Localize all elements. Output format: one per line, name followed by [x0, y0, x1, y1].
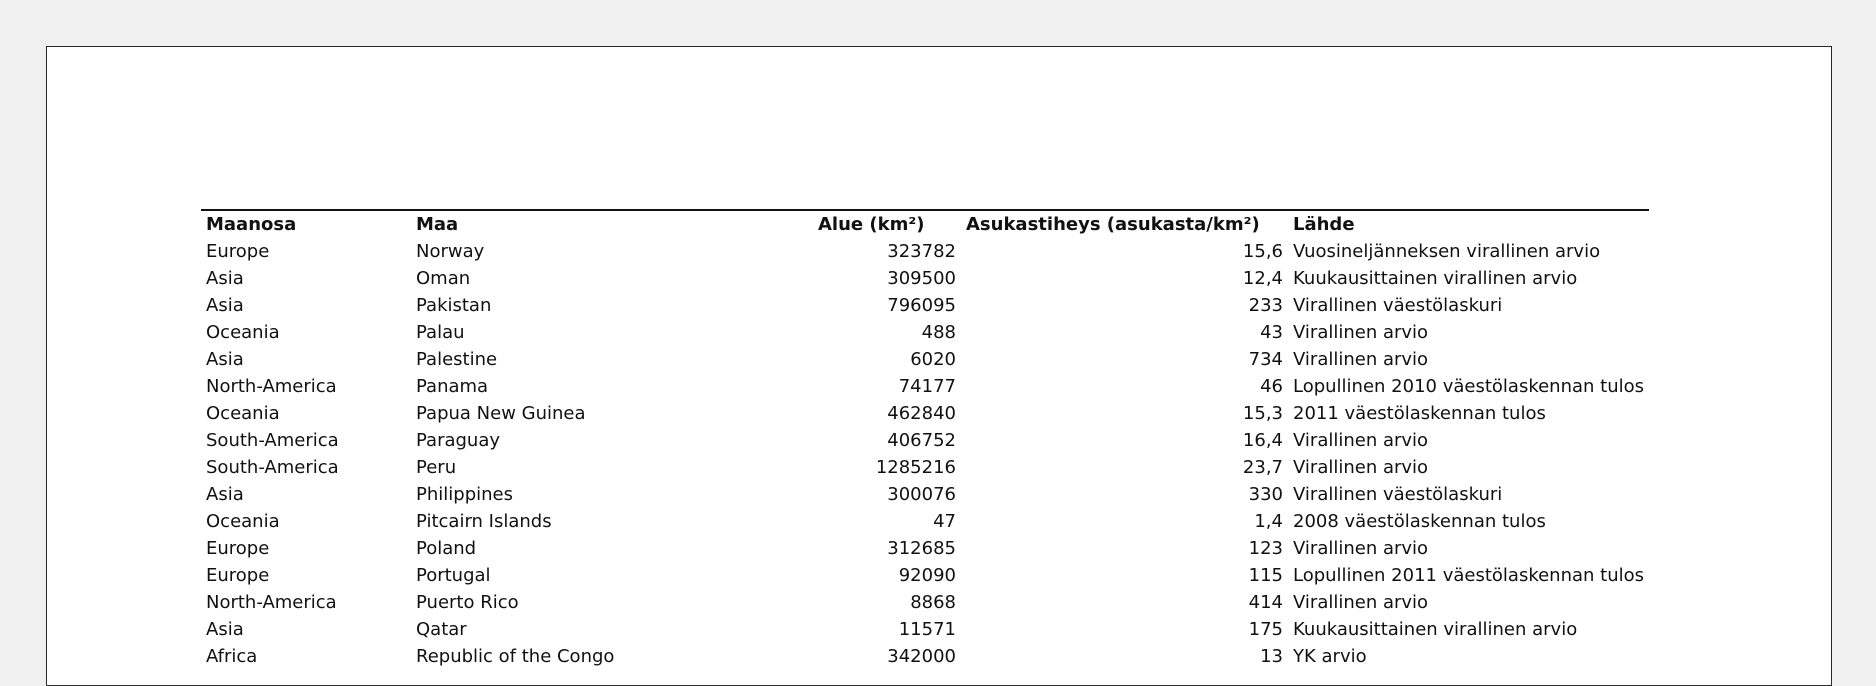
cell-country: Panama [416, 376, 489, 397]
cell-area: 47 [933, 511, 956, 532]
cell-continent: Oceania [206, 511, 280, 532]
table-row [201, 292, 1649, 319]
cell-density: 43 [1260, 322, 1283, 343]
cell-continent: Africa [206, 646, 258, 667]
table-row [201, 562, 1649, 589]
cell-density: 16,4 [1242, 430, 1283, 451]
cell-area: 74177 [898, 376, 956, 397]
cell-density: 15,6 [1242, 241, 1283, 262]
population-table [201, 209, 1649, 670]
table-header-row [201, 210, 1649, 238]
cell-area: 488 [921, 322, 956, 343]
cell-country: Poland [416, 538, 477, 559]
cell-source: Virallinen arvio [1293, 430, 1429, 451]
cell-source: Lopullinen 2010 väestölaskennan tulos [1293, 376, 1645, 397]
cell-country: Norway [416, 241, 485, 262]
cell-density: 233 [1248, 295, 1283, 316]
cell-country: Palau [416, 322, 465, 343]
header-area: Alue (km²) [813, 210, 961, 238]
cell-area: 312685 [887, 538, 956, 559]
cell-continent: Asia [206, 295, 244, 316]
table-row [201, 643, 1649, 670]
document-page [46, 46, 1832, 686]
cell-source: YK arvio [1293, 646, 1367, 667]
cell-density: 1,4 [1254, 511, 1283, 532]
cell-density: 46 [1260, 376, 1283, 397]
cell-continent: South-America [206, 457, 339, 478]
cell-country: Pakistan [416, 295, 492, 316]
cell-area: 462840 [887, 403, 956, 424]
cell-country: Pitcairn Islands [416, 511, 552, 532]
cell-area: 92090 [898, 565, 956, 586]
cell-density: 175 [1248, 619, 1283, 640]
cell-source: Virallinen väestölaskuri [1293, 295, 1503, 316]
cell-country: Paraguay [416, 430, 501, 451]
cell-area: 11571 [898, 619, 956, 640]
cell-source: Virallinen arvio [1293, 349, 1429, 370]
header-source: Lähde [1288, 210, 1649, 238]
table-row [201, 454, 1649, 481]
cell-source: Virallinen väestölaskuri [1293, 484, 1503, 505]
cell-country: Qatar [416, 619, 467, 640]
cell-country: Puerto Rico [416, 592, 519, 613]
cell-continent: Oceania [206, 403, 280, 424]
cell-density: 23,7 [1242, 457, 1283, 478]
table-row [201, 319, 1649, 346]
cell-density: 414 [1248, 592, 1283, 613]
cell-area: 406752 [887, 430, 956, 451]
table-row [201, 346, 1649, 373]
cell-continent: Asia [206, 619, 244, 640]
table-row [201, 265, 1649, 292]
cell-source: 2008 väestölaskennan tulos [1293, 511, 1546, 532]
cell-source: Virallinen arvio [1293, 322, 1429, 343]
cell-source: 2011 väestölaskennan tulos [1293, 403, 1546, 424]
header-country: Maa [411, 210, 813, 238]
cell-density: 330 [1248, 484, 1283, 505]
cell-area: 6020 [910, 349, 956, 370]
table-row [201, 481, 1649, 508]
cell-area: 1285216 [875, 457, 956, 478]
table-row [201, 427, 1649, 454]
header-continent: Maanosa [201, 210, 411, 238]
header-density: Asukastiheys (asukasta/km²) [961, 210, 1288, 238]
cell-density: 12,4 [1242, 268, 1283, 289]
cell-continent: North-America [206, 376, 337, 397]
table-row [201, 589, 1649, 616]
cell-source: Kuukausittainen virallinen arvio [1293, 619, 1578, 640]
cell-area: 300076 [887, 484, 956, 505]
cell-continent: North-America [206, 592, 337, 613]
cell-continent: Asia [206, 349, 244, 370]
cell-country: Republic of the Congo [416, 646, 615, 667]
cell-continent: Asia [206, 484, 244, 505]
table-row [201, 373, 1649, 400]
cell-source: Virallinen arvio [1293, 538, 1429, 559]
table-row [201, 508, 1649, 535]
cell-source: Vuosineljänneksen virallinen arvio [1293, 241, 1601, 262]
cell-country: Philippines [416, 484, 513, 505]
cell-country: Portugal [416, 565, 491, 586]
cell-area: 796095 [887, 295, 956, 316]
cell-continent: Europe [206, 538, 270, 559]
cell-continent: Oceania [206, 322, 280, 343]
cell-source: Kuukausittainen virallinen arvio [1293, 268, 1578, 289]
cell-area: 323782 [887, 241, 956, 262]
cell-continent: Europe [206, 565, 270, 586]
cell-source: Virallinen arvio [1293, 592, 1429, 613]
table-row [201, 616, 1649, 643]
table-row [201, 535, 1649, 562]
cell-density: 734 [1248, 349, 1283, 370]
cell-density: 15,3 [1242, 403, 1283, 424]
cell-continent: Europe [206, 241, 270, 262]
cell-country: Oman [416, 268, 471, 289]
cell-source: Lopullinen 2011 väestölaskennan tulos [1293, 565, 1645, 586]
cell-density: 123 [1248, 538, 1283, 559]
cell-country: Peru [416, 457, 457, 478]
cell-country: Papua New Guinea [416, 403, 586, 424]
table-body [201, 238, 1649, 670]
cell-area: 309500 [887, 268, 956, 289]
cell-density: 115 [1248, 565, 1283, 586]
cell-continent: South-America [206, 430, 339, 451]
table-row [201, 400, 1649, 427]
cell-country: Palestine [416, 349, 498, 370]
cell-continent: Asia [206, 268, 244, 289]
cell-density: 13 [1260, 646, 1283, 667]
cell-source: Virallinen arvio [1293, 457, 1429, 478]
cell-area: 342000 [887, 646, 956, 667]
cell-area: 8868 [910, 592, 956, 613]
table-row [201, 238, 1649, 265]
